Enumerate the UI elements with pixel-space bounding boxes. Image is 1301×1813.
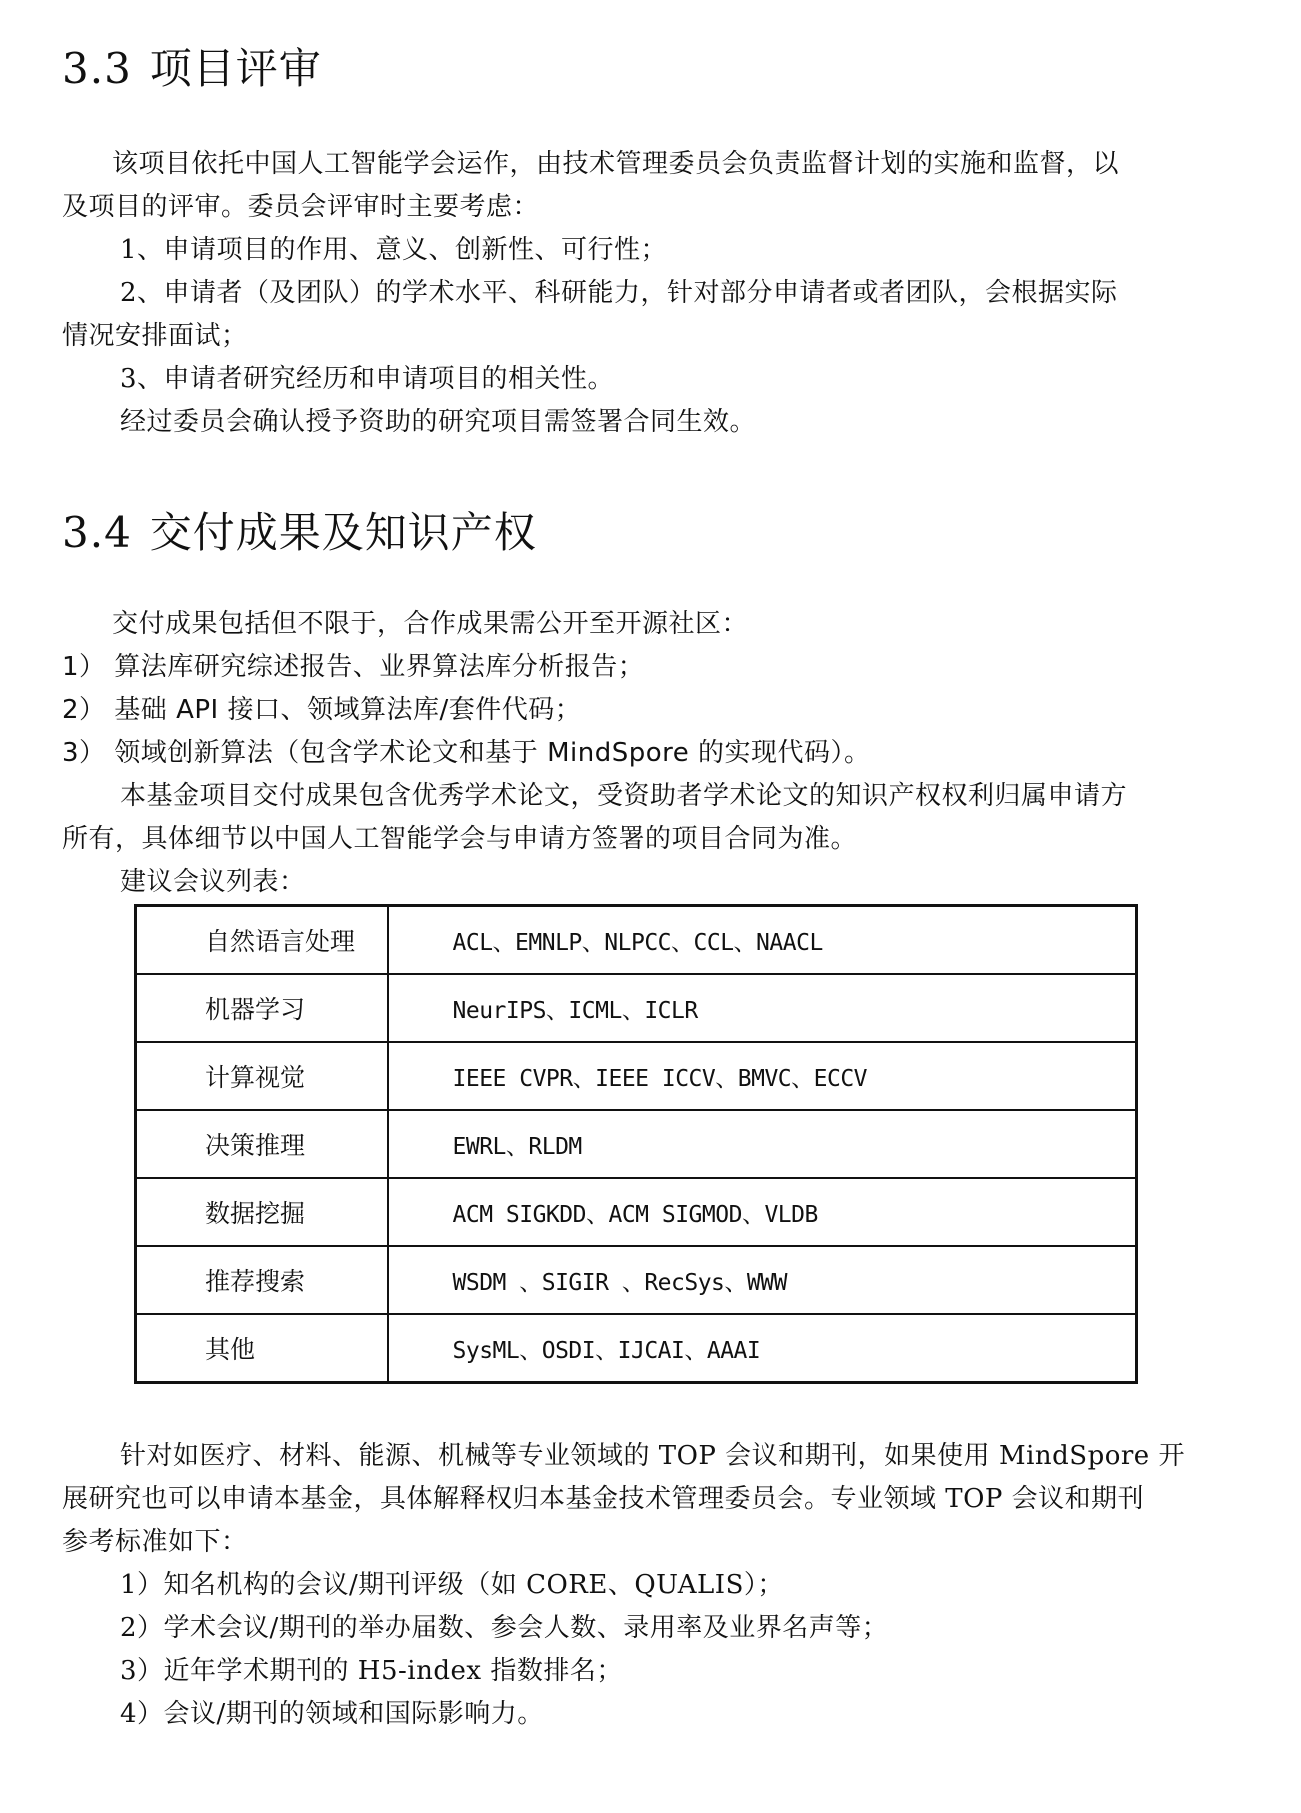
review-criterion-3: 3、申请者研究经历和申请项目的相关性。	[120, 364, 615, 394]
venues-cell: WSDM 、SIGIR 、RecSys、WWW	[388, 1246, 1137, 1314]
review-closing: 经过委员会确认授予资助的研究项目需签署合同生效。	[120, 407, 757, 437]
conference-list-label: 建议会议列表：	[120, 867, 306, 897]
table-row	[136, 1246, 1137, 1314]
section-title: 项目评审	[149, 44, 322, 93]
venues-cell: SysML、OSDI、IJCAI、AAAI	[388, 1314, 1137, 1383]
table-row	[136, 906, 1137, 975]
venues-cell: EWRL、RLDM	[388, 1110, 1137, 1178]
section-3-4-heading	[62, 500, 537, 560]
special-fields-line-3: 参考标准如下：	[62, 1527, 248, 1557]
criteria-item-1: 1）知名机构的会议/期刊评级（如 CORE、QUALIS）；	[120, 1570, 784, 1600]
deliverable-item-3: 3） 领域创新算法（包含学术论文和基于 MindSpore 的实现代码）。	[62, 738, 871, 768]
table-row	[136, 974, 1137, 1042]
field-cell: 推荐搜索	[136, 1246, 388, 1314]
special-fields-line-2: 展研究也可以申请本基金，具体解释权归本基金技术管理委员会。专业领域 TOP 会议和期刊	[62, 1484, 1145, 1514]
field-cell: 决策推理	[136, 1110, 388, 1178]
review-intro-line-1: 该项目依托中国人工智能学会运作，由技术管理委员会负责监督计划的实施和监督，以	[112, 149, 1120, 179]
table-row	[136, 1314, 1137, 1383]
table-row	[136, 1178, 1137, 1246]
deliverable-item-2: 2） 基础 API 接口、领域算法库/套件代码；	[62, 695, 582, 725]
field-cell: 机器学习	[136, 974, 388, 1042]
criteria-item-4: 4）会议/期刊的领域和国际影响力。	[120, 1699, 544, 1729]
section-title: 交付成果及知识产权	[149, 508, 537, 557]
table-row	[136, 1110, 1137, 1178]
venues-cell: ACM SIGKDD、ACM SIGMOD、VLDB	[388, 1178, 1137, 1246]
table-row	[136, 1042, 1137, 1110]
field-cell: 数据挖掘	[136, 1178, 388, 1246]
section-number: 3.4	[62, 508, 132, 557]
ip-statement-line-1: 本基金项目交付成果包含优秀学术论文，受资助者学术论文的知识产权权利归属申请方	[120, 781, 1128, 811]
review-criterion-2-line-1: 2、申请者（及团队）的学术水平、科研能力，针对部分申请者或者团队，会根据实际	[120, 278, 1118, 308]
field-cell: 自然语言处理	[136, 906, 388, 975]
review-criterion-2-line-2: 情况安排面试；	[62, 321, 248, 351]
special-fields-line-1: 针对如医疗、材料、能源、机械等专业领域的 TOP 会议和期刊，如果使用 MindSpore 开	[120, 1441, 1185, 1471]
section-number: 3.3	[62, 44, 132, 93]
section-3-3-heading	[62, 36, 322, 96]
deliverable-item-1: 1） 算法库研究综述报告、业界算法库分析报告；	[62, 652, 645, 682]
criteria-item-2: 2）学术会议/期刊的举办届数、参会人数、录用率及业界名声等；	[120, 1613, 889, 1643]
venues-cell: ACL、EMNLP、NLPCC、CCL、NAACL	[388, 906, 1137, 975]
field-cell: 其他	[136, 1314, 388, 1383]
field-cell: 计算视觉	[136, 1042, 388, 1110]
venues-cell: NeurIPS、ICML、ICLR	[388, 974, 1137, 1042]
venues-cell: IEEE CVPR、IEEE ICCV、BMVC、ECCV	[388, 1042, 1137, 1110]
ip-statement-line-2: 所有，具体细节以中国人工智能学会与申请方签署的项目合同为准。	[62, 824, 858, 854]
conference-table	[134, 904, 1138, 1384]
criteria-item-3: 3）近年学术期刊的 H5-index 指数排名；	[120, 1656, 623, 1686]
review-criterion-1: 1、申请项目的作用、意义、创新性、可行性；	[120, 235, 668, 265]
review-intro-line-2: 及项目的评审。委员会评审时主要考虑：	[62, 192, 540, 222]
deliverables-intro: 交付成果包括但不限于，合作成果需公开至开源社区：	[112, 609, 749, 639]
